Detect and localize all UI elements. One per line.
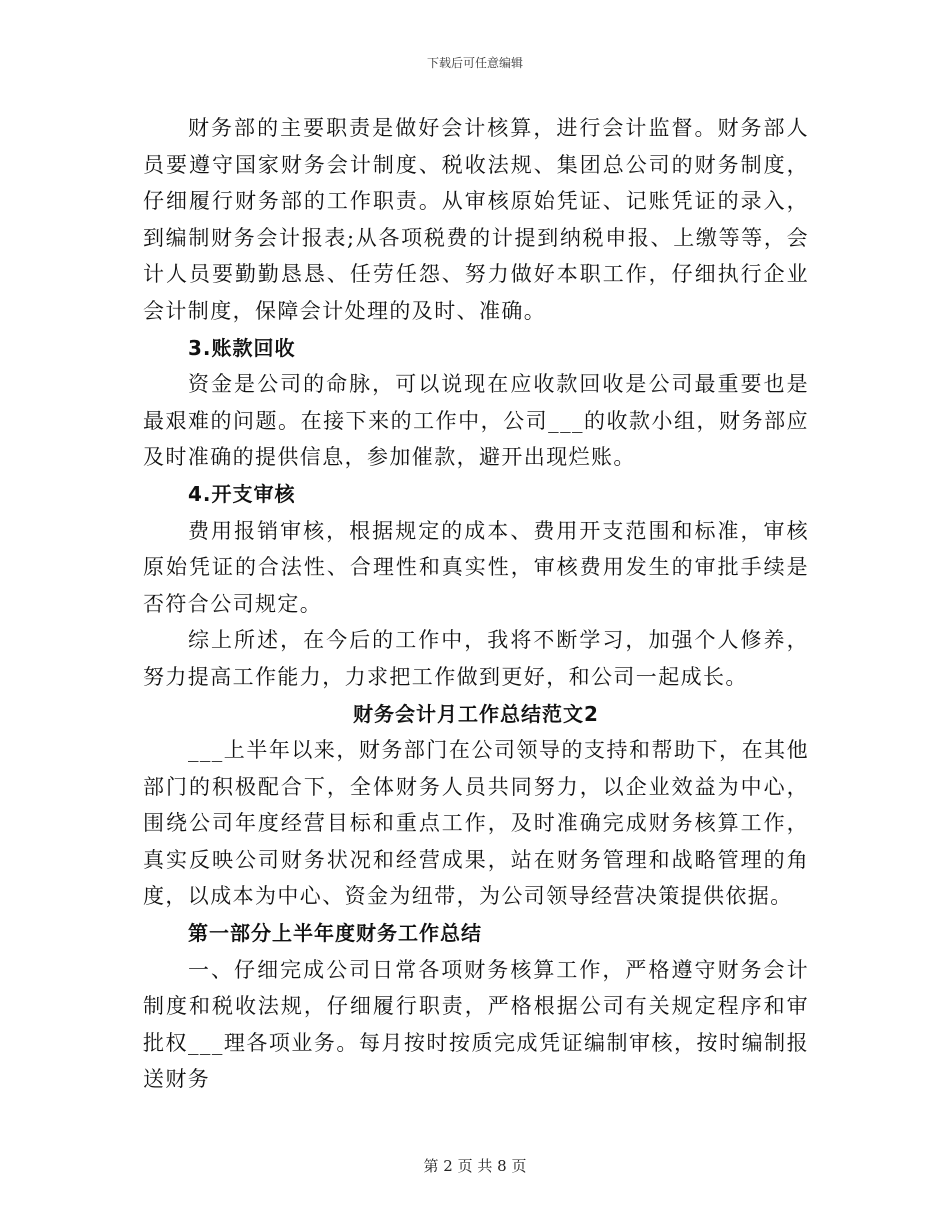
paragraph-receivables: 资金是公司的命脉，可以说现在应收款回收是公司最重要也是最艰难的问题。在接下来的工作中，公司___的收款小组，财务部应及时准确的提供信息，参加催款，避开出现烂账。 <box>143 372 809 470</box>
document-body <box>143 110 809 1098</box>
paragraph-intro: ___上半年以来，财务部门在公司领导的支持和帮助下，在其他部门的积极配合下，全体财务人员共同努力，以企业效益为中心，围绕公司年度经营目标和重点工作，及时准确完成财务核算工作，真实反映公司财务状况和经营成果，站在财务管理和战略管理的角度，以成本为中心、资金为纽带，为公司领导经营决策提供依据。 <box>143 738 809 909</box>
paragraph-conclusion: 综上所述，在今后的工作中，我将不断学习，加强个人修养，努力提高工作能力，力求把工作做到更好，和公司一起成长。 <box>143 628 809 689</box>
paragraph-item-one: 一、仔细完成公司日常各项财务核算工作，严格遵守财务会计制度和税收法规，仔细履行职责，严格根据公司有关规定程序和审批权___理各项业务。每月按时按质完成凭证编制审核，按时编制报送财务 <box>143 957 809 1092</box>
heading-expense-audit: 4.开支审核 <box>188 481 296 506</box>
heading-part-one: 第一部分上半年度财务工作总结 <box>188 921 482 946</box>
paragraph-expense-audit: 费用报销审核，根据规定的成本、费用开支范围和标准，审核原始凭证的合法性、合理性和真实性，审核费用发生的审批手续是否符合公司规定。 <box>143 518 809 616</box>
heading-receivables: 3.账款回收 <box>188 335 296 360</box>
page-number: 第 2 页 共 8 页 <box>423 1157 527 1175</box>
section-title: 财务会计月工作总结范文2 <box>353 701 599 726</box>
paragraph-duties: 财务部的主要职责是做好会计核算，进行会计监督。财务部人员要遵守国家财务会计制度、税收法规、集团总公司的财务制度，仔细履行财务部的工作职责。从审核原始凭证、记账凭证的录入，到编制财务会计报表;从各项税费的计提到纳税申报、上缴等等，会计人员要勤勤恳恳、任劳任怨、努力做好本职工作，仔细执行企业会计制度，保障会计处理的及时、准确。 <box>143 116 809 323</box>
page-header-note: 下载后可任意编辑 <box>426 56 523 70</box>
